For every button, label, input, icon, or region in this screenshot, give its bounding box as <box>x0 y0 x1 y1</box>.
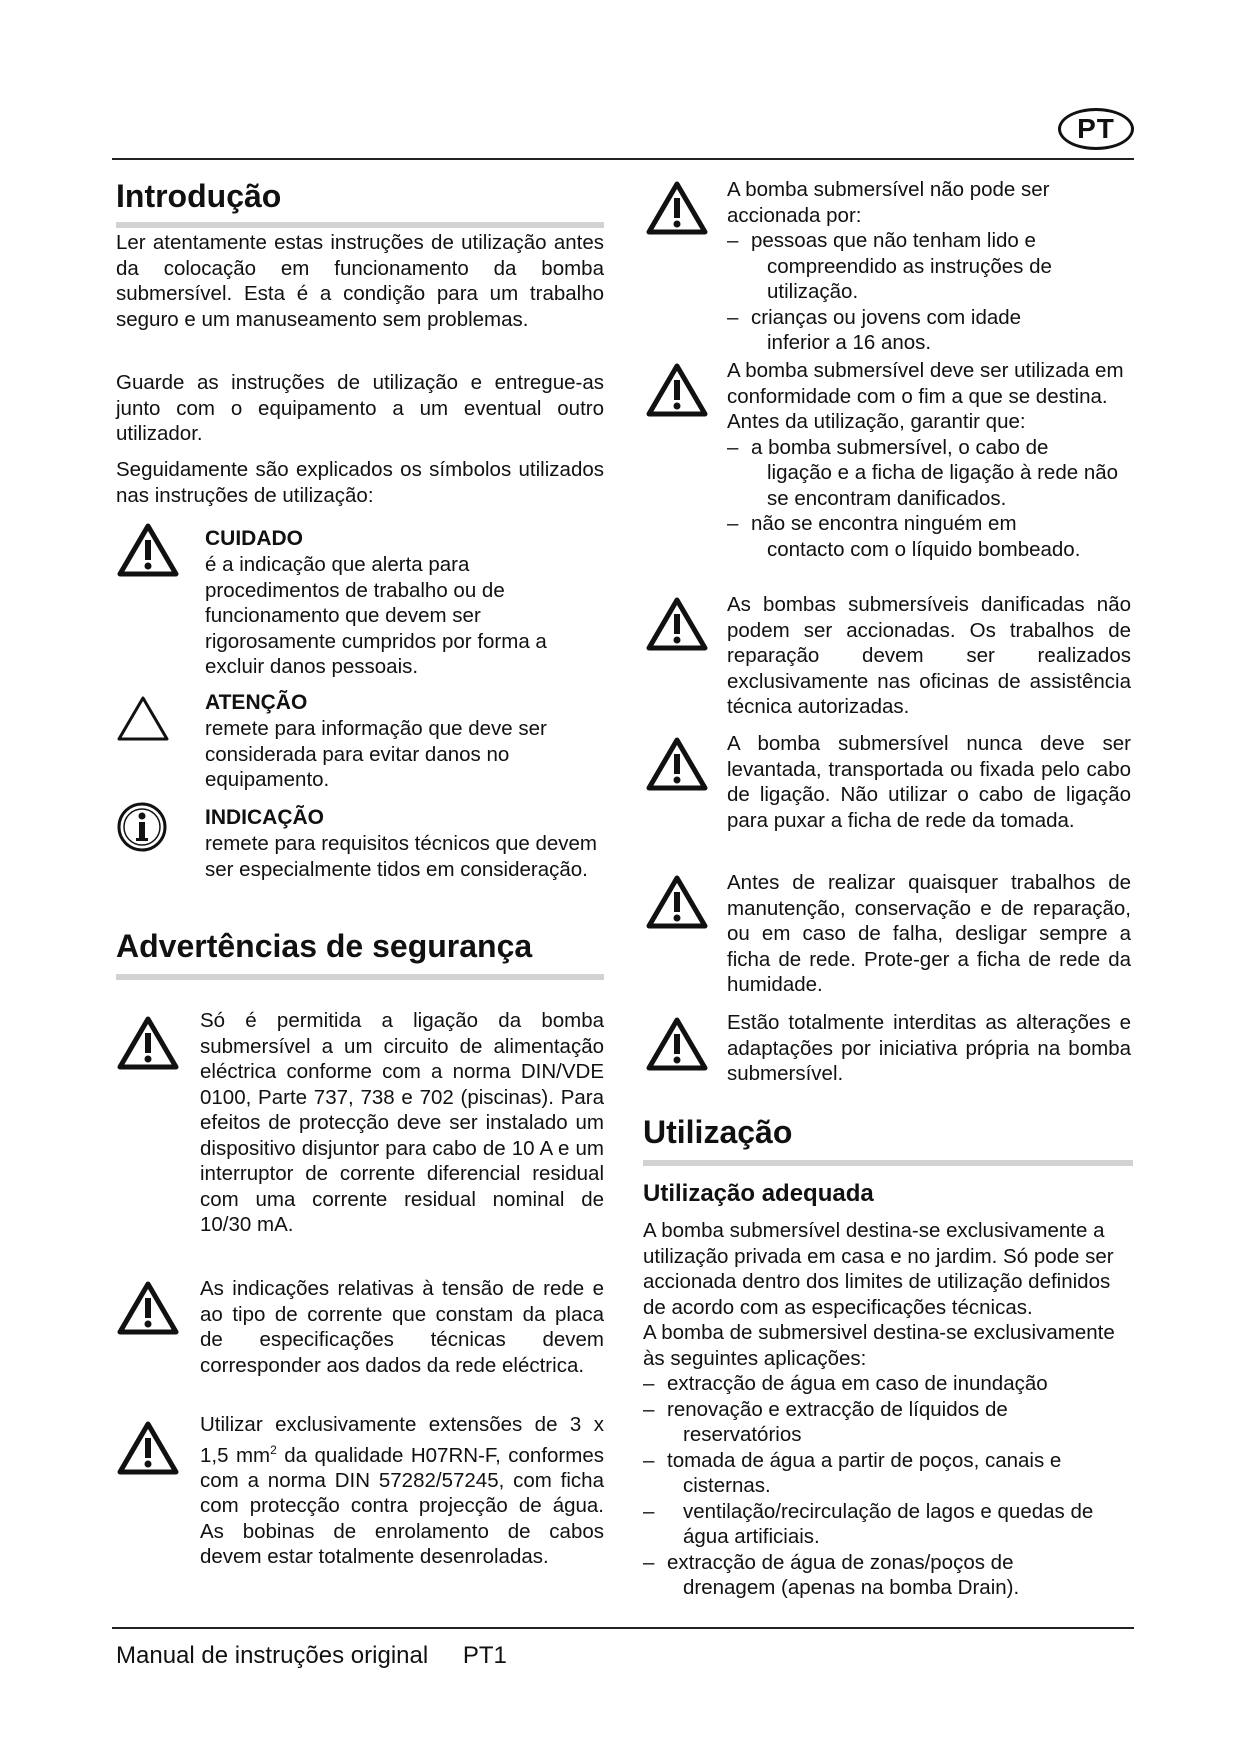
warning-icon <box>116 1015 180 1071</box>
safety-item-cable <box>200 1412 604 1570</box>
operators-dash-2-line: crianças ou jovens com idade <box>751 305 1022 329</box>
safety-item-cable-handling: A bomba submersível nunca deve ser levantada, transportada ou fixada pelo cabo de ligação. Não utilizar o cabo de ligação para puxar a ficha de rede da tomada. <box>727 732 1131 832</box>
intended-use-dash-1-line: a bomba submersível, o cabo de <box>751 435 1049 459</box>
usage-section <box>643 1112 1133 1601</box>
intended-use-dash-2 <box>727 511 1131 562</box>
operators-dash-2-cont: inferior a 16 anos. <box>767 331 932 354</box>
usage-list-item <box>643 1371 1133 1397</box>
warning-icon <box>116 1420 180 1476</box>
intro-paragraph-3: Seguidamente são explicados os símbolos utilizados nas instruções de utilização: <box>116 458 604 507</box>
intro-paragraph-1: Ler atentamente estas instruções de utilização antes da colocação em funcionamento da bomba submersível. Esta é a condição para um trabalho seguro e um manuseamento sem problemas. <box>116 231 604 331</box>
warning-icon <box>645 874 709 930</box>
footer-page-number: PT1 <box>462 1642 507 1669</box>
usage-list-item <box>643 1397 1133 1448</box>
usage-list-line: extracção de água em caso de inundação <box>667 1372 1048 1395</box>
safety-item-operators <box>727 177 1131 356</box>
warning-icon <box>116 522 180 578</box>
cable-text-pre: Utilizar exclusivamente extensões de 3 x 1,5 mm <box>200 1413 604 1467</box>
safety-title: Advertências de segurança <box>116 928 533 964</box>
usage-list-item <box>643 1499 1133 1550</box>
warning-icon <box>645 180 709 236</box>
intended-use-dash-2-cont: contacto com o líquido bombeado. <box>767 537 1081 561</box>
usage-list-line: tomada de água a partir de poços, canais e <box>667 1448 1062 1472</box>
usage-paragraph-1: A bomba submersível destina-se exclusivamente a utilização privada em casa e no jardim. Só pode ser accionada dentro dos limites de utilização definidos de acordo com as especificações técnicas. <box>643 1219 1114 1319</box>
symbol-caution-text: é a indicação que alerta para procedimentos de trabalho ou de funcionamento que devem ser rigorosamente cumpridos por forma a excluir danos pessoais. <box>205 553 547 678</box>
symbol-indication-text: remete para requisitos técnicos que devem ser especialmente tidos em consideração. <box>205 832 597 881</box>
intended-use-dash-2-line: não se encontra ninguém em <box>751 512 1017 535</box>
cable-text-post: da qualidade H07RN-F, conformes com a norma DIN 57282/57245, com ficha com protecção contra projecção de água. As bobinas de enrolamento de cabos devem estar totalmente desenroladas. <box>200 1443 604 1569</box>
usage-list-cont: – ventilação/recirculação de lagos e quedas de água artificiais. <box>683 1499 1094 1548</box>
usage-list <box>643 1371 1133 1601</box>
operators-dash-1-cont: compreendido as instruções de utilização. <box>767 254 1052 303</box>
operators-dash-1 <box>727 228 1131 305</box>
symbol-attention-title: ATENÇÃO <box>205 691 308 714</box>
operators-intro: A bomba submersível não pode ser accionada por: <box>727 178 1050 227</box>
warning-icon <box>645 1016 709 1072</box>
operators-dash-1-line: pessoas que não tenham lido e <box>751 229 1036 252</box>
safety-item-modifications: Estão totalmente interditas as alterações e adaptações por iniciativa própria na bomba submersível. <box>727 1011 1131 1085</box>
symbol-caution-title: CUIDADO <box>205 527 303 550</box>
symbol-caution <box>205 526 605 680</box>
usage-list-cont: drenagem (apenas na bomba Drain). <box>683 1576 1020 1599</box>
symbol-indication-title: INDICAÇÃO <box>205 806 324 829</box>
language-badge: PT <box>1058 108 1134 150</box>
operators-dash-2 <box>727 305 1131 356</box>
intro-title-bar <box>116 222 604 228</box>
warning-icon <box>116 1280 180 1336</box>
intended-use-dash-1-cont: ligação e a ficha de ligação à rede não se encontram danificados. <box>767 461 1119 510</box>
safety-item-maintenance: Antes de realizar quaisquer trabalhos de manutenção, conservação e de reparação, ou em caso de falha, desligar sempre a ficha de rede. Prote-ger a ficha de rede da humidade. <box>727 871 1131 996</box>
intro-paragraph-2: Guarde as instruções de utilização e entregue-as junto com o equipamento a um eventual outro utilizador. <box>116 371 604 445</box>
intro-title: Introdução <box>116 178 282 214</box>
symbol-indication <box>205 805 605 882</box>
usage-list-cont: cisternas. <box>683 1474 771 1497</box>
safety-item-electrical: Só é permitida a ligação da bomba submersível a um circuito de alimentação eléctrica conforme com a norma DIN/VDE 0100, Parte 737, 738 e 702 (piscinas). Para efeitos de protecção deve ser instalado um dispositivo disjuntor para cabo de 10 A e um interruptor de corrente diferencial residual com uma corrente residual nominal de 10/30 mA. <box>200 1009 604 1236</box>
header-rule <box>112 158 1134 160</box>
usage-list-cont: reservatórios <box>683 1423 802 1446</box>
symbol-attention-text: remete para informação que deve ser considerada para evitar danos no equipamento. <box>205 717 547 791</box>
safety-title-bar <box>116 974 604 980</box>
attention-triangle-icon <box>116 694 170 742</box>
warning-icon <box>645 362 709 418</box>
usage-title-bar <box>643 1160 1133 1166</box>
footer <box>116 1642 507 1670</box>
intro-section <box>116 176 604 228</box>
usage-list-item <box>643 1550 1133 1601</box>
usage-title: Utilização <box>643 1114 793 1150</box>
intended-use-intro: A bomba submersível deve ser utilizada em conformidade com o fim a que se destina. Antes da utilização, garantir que: <box>727 359 1124 433</box>
cable-text-sup: 2 <box>270 1442 277 1457</box>
safety-item-damaged: As bombas submersíveis danificadas não podem ser accionadas. Os trabalhos de reparação devem ser realizados exclusivamente nas oficinas de assistência técnica autorizadas. <box>727 593 1131 718</box>
safety-section <box>116 926 604 980</box>
usage-list-item <box>643 1448 1133 1499</box>
safety-item-intended-use <box>727 358 1131 562</box>
usage-list-line: renovação e extracção de líquidos de <box>667 1397 1008 1421</box>
info-icon <box>116 801 168 853</box>
usage-subtitle: Utilização adequada <box>643 1180 874 1207</box>
symbol-attention <box>205 690 605 793</box>
footer-rule <box>112 1627 1134 1629</box>
warning-icon <box>645 596 709 652</box>
footer-manual-title: Manual de instruções original <box>116 1642 429 1669</box>
intended-use-dash-1 <box>727 435 1131 512</box>
safety-item-voltage: As indicações relativas à tensão de rede e ao tipo de corrente que constam da placa de especificações técnicas devem corresponder aos dados da rede eléctrica. <box>200 1277 604 1377</box>
usage-list-line: extracção de água de zonas/poços de <box>667 1550 1014 1574</box>
usage-paragraph-2: A bomba de submersivel destina-se exclusivamente às seguintes aplicações: <box>643 1321 1115 1370</box>
warning-icon <box>645 736 709 792</box>
